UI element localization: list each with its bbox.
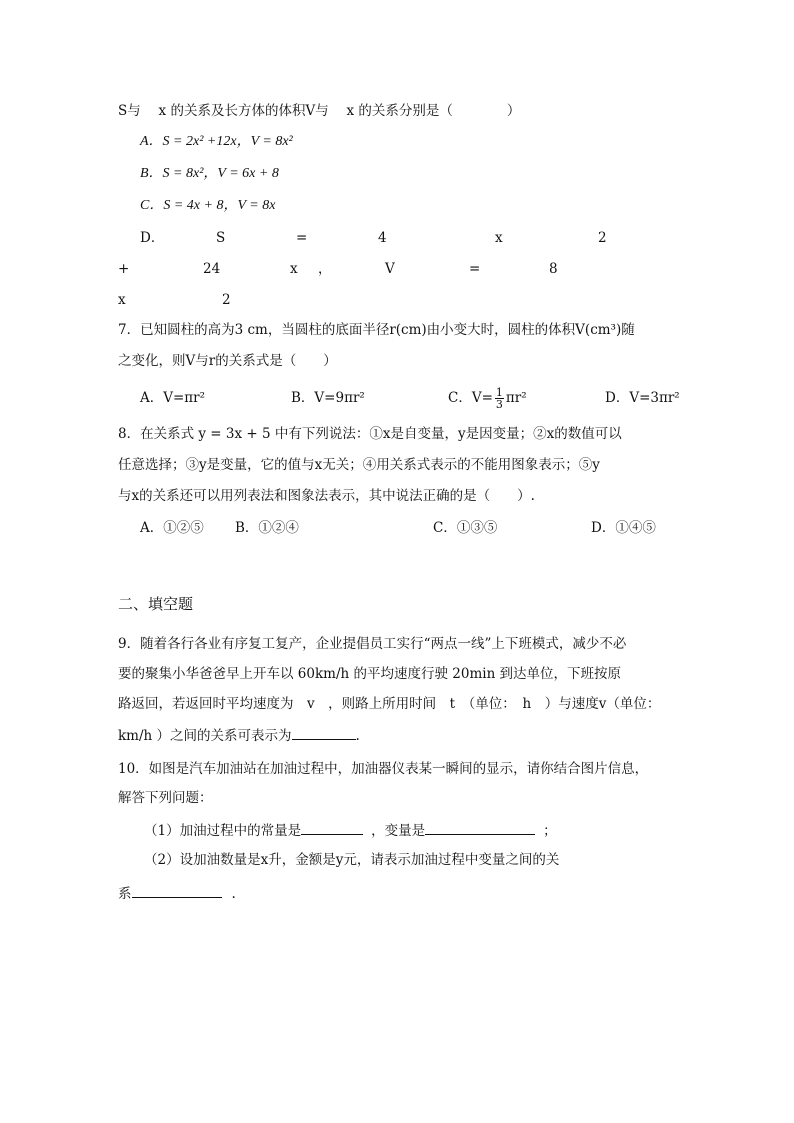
fraction-numerator: 1 [495,386,503,399]
q7-option-b: B．V=9πr² [291,390,365,406]
q9-line-1: 9．随着各行各业有序复工复产，企业提倡员工实行“两点一线”上下班模式，减少不必 [118,636,627,652]
q7-option-c-prefix: C．V= [448,390,493,406]
q6-option-d-token: x [290,261,298,277]
q6-option-d-label: D． [140,230,165,246]
q6-option-d-token: = [296,230,308,246]
q7-option-d: D．V=3πr² [605,390,680,406]
q7-option-c-suffix: πr² [505,390,527,406]
answer-blank[interactable] [292,725,356,740]
answer-blank[interactable] [301,820,363,835]
q8-line-1: 8．在关系式 y = 3x + 5 中有下列说法：①x是自变量，y是因变量；②x的数值可以 [118,426,622,442]
q10-part-1-mid: ，变量是 [371,823,426,839]
q7-option-a: A．V=πr² [140,390,206,406]
q9-line-4-suffix: . [355,728,360,744]
q10-part-2-end: . [231,886,236,902]
q9-line-3: 路返回，若返回时平均速度为 v ，则路上所用时间 t （单位： h ）与速度v（单位： [118,696,661,712]
q9-line-4 [118,725,360,746]
q6-option-d-token: S [216,230,226,246]
q6-option-c: C．S = 4x + 8，V = 8x [140,198,276,213]
q8-option-c: C．①③⑤ [433,520,498,536]
q6-option-d-token: 2 [222,292,231,308]
q8-line-3: 与x的关系还可以用列表法和图象法表示，其中说法正确的是（ ）. [118,488,535,504]
q10-part-1-prefix: （1）加油过程中的常量是 [144,823,302,839]
answer-blank[interactable] [132,883,222,898]
q9-line-4-prefix: km/h ）之间的关系可表示为 [118,728,292,744]
q8-option-d: D．①④⑤ [591,520,656,536]
q10-part-2-cont [118,883,236,904]
q6-option-d-token: 24 [203,261,221,277]
q6-option-d-token: x [118,292,126,308]
answer-blank[interactable] [425,820,535,835]
q8-line-2: 任意选择；③y是变量，它的值与x无关；④用关系式表示的不能用图象表示；⑤y [118,457,600,473]
q10-part-1-suffix: ； [543,823,557,839]
q8-option-a: A．①②⑤ [140,520,204,536]
q6-option-b: B．S = 8x²，V = 6x + 8 [140,166,279,181]
q7-option-c [448,384,527,412]
q6-option-d-token: 2 [598,230,607,246]
q7-line-2: 之变化，则V与r的关系式是（ ） [118,353,337,369]
q6-option-d-token: ， [318,261,332,277]
q10-line-1: 10．如图是汽车加油站在加油过程中，加油器仪表某一瞬间的显示，请你结合图片信息， [118,761,649,777]
q6-option-d-token: + [118,261,130,277]
q10-part-2-cont-text: 系 [118,886,132,902]
q10-part-2: （2）设加油数量是x升，金额是y元，请表示加油过程中变量之间的关 [144,852,560,868]
q8-option-b: B．①②④ [235,520,299,536]
q7-line-1: 7．已知圆柱的高为3 cm，当圆柱的底面半径r(cm)由小变大时，圆柱的体积V(cm³)随 [118,322,635,338]
q6-option-d-token: 8 [549,261,558,277]
q9-line-2: 要的聚集小华爸爸早上开车以 60km/h 的平均速度行驶 20min 到达单位，下班按原 [118,666,622,682]
fraction-denominator: 3 [495,398,503,411]
section-title: 二、填空题 [118,595,194,613]
q6-stem: S与 x 的关系及长方体的体积V与 x 的关系分别是（ ） [118,103,521,119]
q6-option-a: A．S = 2x² +12x，V = 8x² [140,134,293,149]
q7-option-c-fraction [495,387,504,410]
q6-option-d-token: 4 [378,230,387,246]
q6-option-d-token: = [469,261,481,277]
q6-option-d-token: x [495,230,503,246]
q6-option-d-token: V [385,261,395,277]
q10-part-1 [144,820,557,841]
q10-line-2: 解答下列问题： [118,790,213,806]
